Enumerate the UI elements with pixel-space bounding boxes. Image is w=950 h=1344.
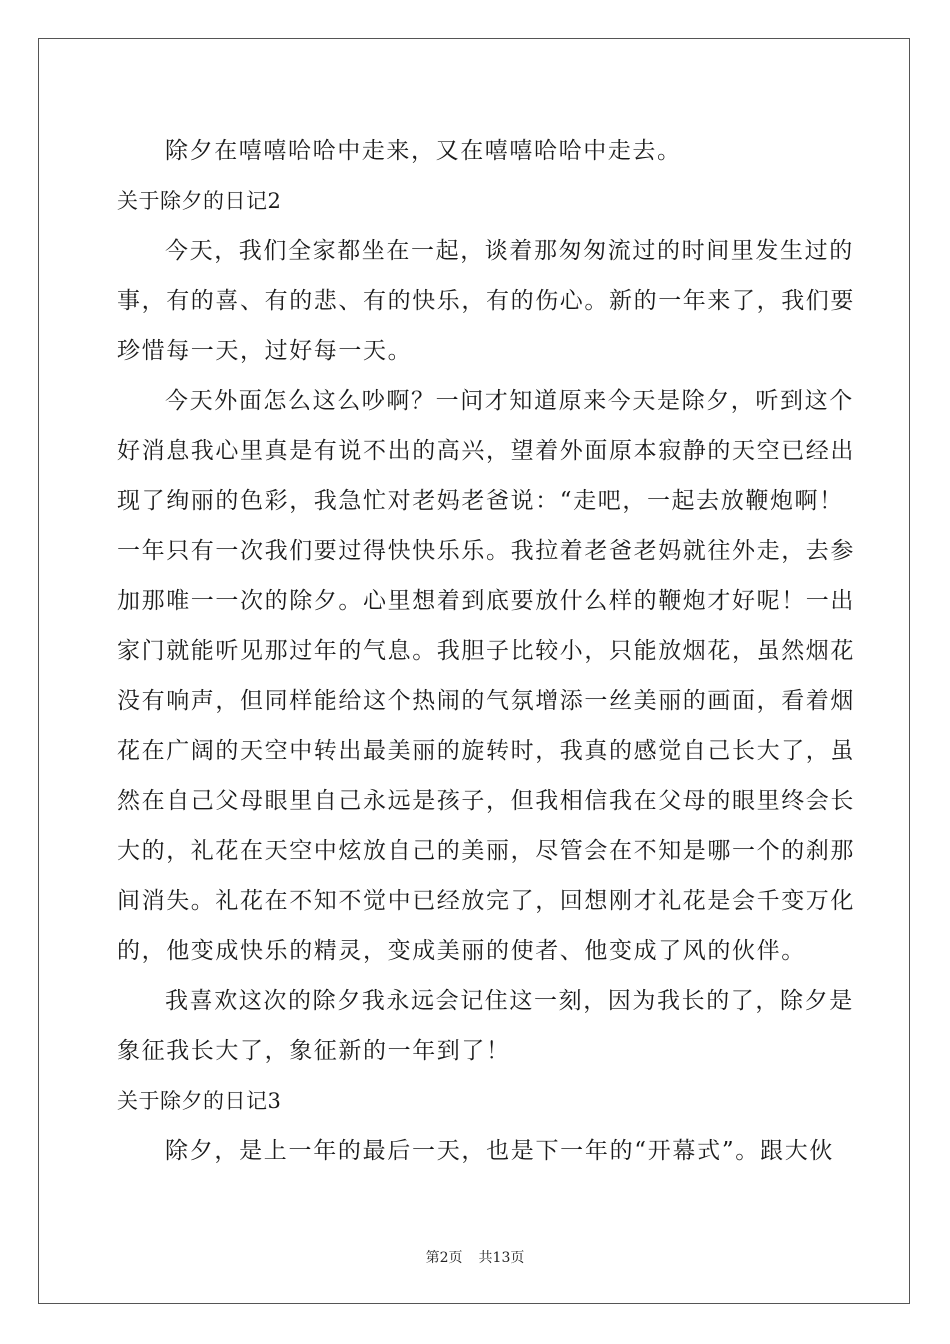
text-line: 好消息我心里真是有说不出的高兴，望着外面原本寂静的天空已经出	[117, 438, 855, 464]
text-line: 一年只有一次我们要过得快快乐乐。我拉着老爸老妈就往外走，去参	[117, 538, 855, 564]
text-line: 加那唯一一次的除夕。心里想着到底要放什么样的鞭炮才好呢！一出	[117, 588, 855, 614]
text-line: 事，有的喜、有的悲、有的快乐，有的伤心。新的一年来了，我们要	[117, 288, 855, 314]
document-body	[117, 126, 855, 1176]
text-line: 然在自己父母眼里自己永远是孩子，但我相信我在父母的眼里终会长	[117, 788, 855, 814]
text-line: 花在广阔的天空中转出最美丽的旋转时，我真的感觉自己长大了，虽	[117, 738, 855, 764]
text-line: 我喜欢这次的除夕我永远会记住这一刻，因为我长的了，除夕是	[165, 988, 854, 1014]
text-line: 现了绚丽的色彩，我急忙对老妈老爸说：“走吧，一起去放鞭炮啊！	[117, 488, 844, 514]
text-line: 的，他变成快乐的精灵，变成美丽的使者、他变成了风的伙伴。	[117, 938, 806, 964]
text-line: 除夕在嘻嘻哈哈中走来，又在嘻嘻哈哈中走去。	[165, 138, 682, 164]
text-line: 今天外面怎么这么吵啊？一问才知道原来今天是除夕，听到这个	[165, 388, 854, 414]
section-heading: 关于除夕的日记3	[117, 1089, 282, 1113]
section-heading: 关于除夕的日记2	[117, 189, 282, 213]
text-line: 没有响声，但同样能给这个热闹的气氛增添一丝美丽的画面，看着烟	[117, 688, 855, 714]
text-line: 大的，礼花在天空中炫放自己的美丽，尽管会在不知是哪一个的刹那	[117, 838, 855, 864]
text-line: 珍惜每一天，过好每一天。	[117, 338, 413, 364]
text-line: 除夕，是上一年的最后一天，也是下一年的“开幕式”。跟大伙	[165, 1138, 834, 1164]
page-footer	[0, 1247, 950, 1267]
page-number: 第2页	[425, 1250, 463, 1266]
text-line: 间消失。礼花在不知不觉中已经放完了，回想刚才礼花是会千变万化	[117, 888, 855, 914]
text-line: 今天，我们全家都坐在一起，谈着那匆匆流过的时间里发生过的	[165, 238, 854, 264]
text-line: 象征我长大了，象征新的一年到了！	[117, 1038, 511, 1064]
page-total: 共13页	[478, 1250, 525, 1266]
text-line: 家门就能听见那过年的气息。我胆子比较小，只能放烟花，虽然烟花	[117, 638, 855, 664]
